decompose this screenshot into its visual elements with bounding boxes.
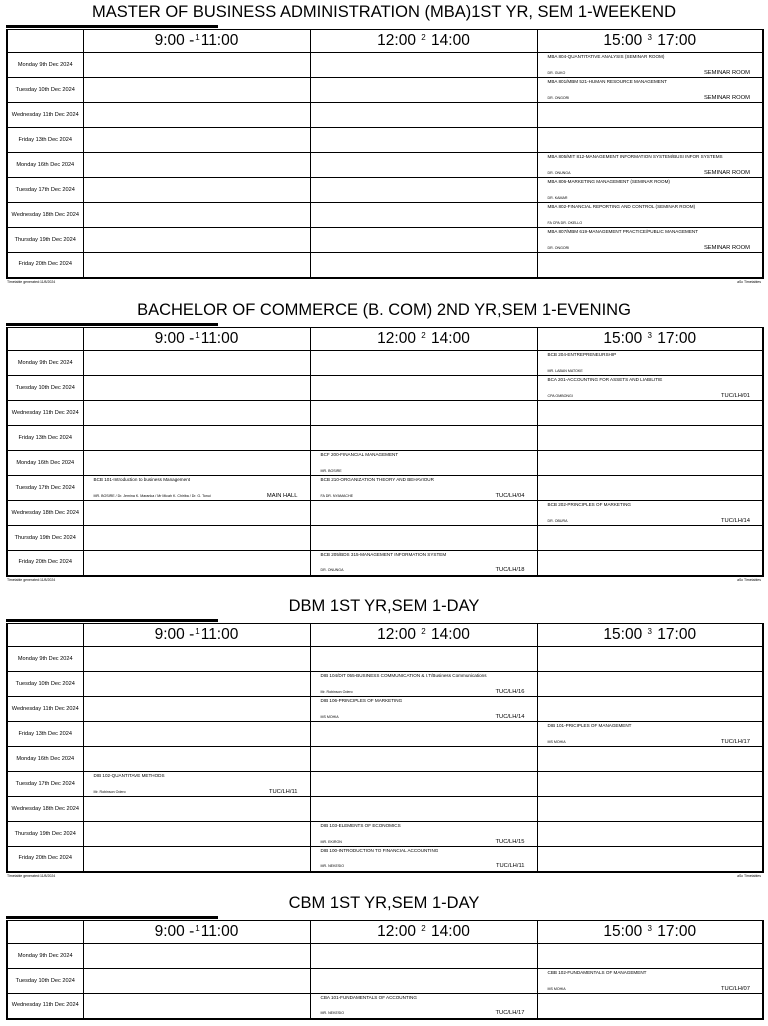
timetable-grid [6, 623, 764, 873]
time-start: 9:00 - [154, 32, 195, 49]
room-label: TUC/LH/07 [721, 985, 750, 992]
day-label: Wednesday 18th Dec 2024 [7, 203, 83, 228]
day-label: Tuesday 17th Dec 2024 [7, 178, 83, 203]
time-slot-marker: 2 [421, 33, 426, 42]
time-end: 11:00 [200, 32, 239, 49]
class-session-cell [310, 994, 537, 1019]
empty-slot-cell [83, 253, 310, 278]
time-end: 17:00 [657, 923, 697, 940]
day-label: Friday 20th Dec 2024 [7, 551, 83, 576]
day-row [7, 526, 763, 551]
lecturer-name: Mr. Robinson Odero [320, 689, 353, 694]
software-credit: aSc Timetables [737, 578, 761, 582]
empty-slot-cell [310, 376, 537, 401]
empty-slot-cell [83, 722, 310, 747]
class-session-cell [310, 822, 537, 847]
day-label: Tuesday 10th Dec 2024 [7, 376, 83, 401]
day-label: Tuesday 17th Dec 2024 [7, 476, 83, 501]
day-label: Tuesday 10th Dec 2024 [7, 672, 83, 697]
day-label: Monday 9th Dec 2024 [7, 647, 83, 672]
course-title: DIB 100-INTRODUCTION TO FINANCIAL ACCOUNTING [320, 848, 439, 853]
generated-date: Timetable generated:11/8/2024 [7, 874, 56, 878]
course-title: BCB 210-ORGANIZATION THEORY AND BEHAVIOUR [320, 477, 434, 482]
day-row [7, 501, 763, 526]
time-slot-header-3 [537, 921, 763, 944]
time-slot-header-2 [310, 624, 537, 647]
course-title: BCA 201-ACCOUNTING FOR ASSETS AND LIABILITIE [547, 377, 663, 382]
day-row [7, 103, 763, 128]
class-session-cell [537, 969, 763, 994]
day-row [7, 797, 763, 822]
day-row [7, 253, 763, 278]
time-slot-marker: 3 [647, 924, 652, 933]
day-label: Thursday 19th Dec 2024 [7, 526, 83, 551]
class-session-cell [310, 451, 537, 476]
day-label: Tuesday 17th Dec 2024 [7, 772, 83, 797]
course-title: MBA 801/MBM 521-HUMAN RESOURCE MANAGEMENT [547, 79, 667, 84]
lecturer-name: MR. BOSIRE / Dr. Jemina K. Maranka / Mr Micah K. Chiriba / Dr. G. Tonui [93, 493, 211, 498]
lecturer-name: MR. BOSIRE [320, 468, 342, 473]
course-title: DIB 102-QUANTITAVE METHODS [93, 773, 165, 778]
day-label: Friday 13th Dec 2024 [7, 426, 83, 451]
empty-slot-cell [83, 78, 310, 103]
lecturer-name: CPA OMBONGI [547, 393, 573, 398]
time-slot-header-3 [537, 328, 763, 351]
empty-slot-cell [537, 747, 763, 772]
day-row [7, 153, 763, 178]
empty-slot-cell [310, 944, 537, 969]
time-slot-header-2 [310, 328, 537, 351]
lecturer-name: DR. ONUNGA [547, 170, 571, 175]
course-title: MBA 804-QUANTITATIVE ANALYSIS (SEMINAR ROOM) [547, 54, 665, 59]
class-session-cell [537, 376, 763, 401]
day-label: Wednesday 11th Dec 2024 [7, 401, 83, 426]
empty-slot-cell [310, 53, 537, 78]
day-label: Friday 13th Dec 2024 [7, 128, 83, 153]
empty-slot-cell [537, 797, 763, 822]
timetable-grid [6, 920, 764, 1020]
empty-slot-cell [310, 351, 537, 376]
course-title: DIB 106-PRINCIPLES OF MARKETING [320, 698, 403, 703]
empty-slot-cell [310, 178, 537, 203]
empty-slot-cell [537, 822, 763, 847]
day-row [7, 722, 763, 747]
class-session-cell [537, 228, 763, 253]
timetable-grid [6, 327, 764, 577]
timetable-section [6, 596, 762, 879]
empty-slot-cell [310, 426, 537, 451]
empty-slot-cell [83, 697, 310, 722]
empty-slot-cell [83, 203, 310, 228]
time-start: 9:00 - [154, 626, 195, 643]
time-start: 15:00 [603, 32, 643, 49]
empty-slot-cell [537, 476, 763, 501]
class-session-cell [83, 476, 310, 501]
time-slot-marker: 2 [421, 331, 426, 340]
class-session-cell [310, 672, 537, 697]
room-label: TUC/LH/15 [495, 838, 525, 845]
day-label: Wednesday 11th Dec 2024 [7, 994, 83, 1019]
day-row [7, 944, 763, 969]
time-end: 17:00 [657, 626, 697, 643]
class-session-cell [310, 847, 537, 872]
room-label: SEMINAR ROOM [703, 69, 750, 76]
section-underline [6, 916, 218, 919]
class-session-cell [310, 476, 537, 501]
empty-slot-cell [83, 672, 310, 697]
empty-slot-cell [537, 128, 763, 153]
course-title: MBA 807/MBM 619-MANAGEMENT PRACTICE/PUBLIC MANAGEMENT [547, 229, 699, 234]
timetable-section [6, 893, 762, 1026]
time-slot-marker: 1 [195, 33, 200, 42]
day-row [7, 53, 763, 78]
corner-cell [7, 30, 83, 53]
empty-slot-cell [310, 647, 537, 672]
room-label: TUC/LH/14 [721, 517, 750, 524]
day-label: Friday 20th Dec 2024 [7, 847, 83, 872]
time-start: 12:00 [377, 330, 416, 347]
time-start: 15:00 [603, 626, 643, 643]
day-row [7, 551, 763, 576]
room-label: SEMINAR ROOM [703, 94, 750, 101]
timetable-footer [6, 280, 762, 286]
day-row [7, 228, 763, 253]
course-title: MBA 806-MARKETING MANAGEMENT (SEMINAR ROOM) [547, 179, 670, 184]
class-session-cell [537, 53, 763, 78]
day-label: Wednesday 18th Dec 2024 [7, 501, 83, 526]
timetable-section [6, 300, 762, 583]
empty-slot-cell [310, 772, 537, 797]
section-title: MASTER OF BUSINESS ADMINISTRATION (MBA)1ST YR, SEM 1-WEEKEND [91, 3, 676, 21]
time-slot-marker: 3 [647, 627, 652, 636]
time-end: 11:00 [200, 626, 239, 643]
course-title: DIB 104/DIT 055-BUSINESS COMMUNICATION & I.T/Business Communications [320, 673, 487, 678]
time-end: 14:00 [431, 923, 470, 940]
empty-slot-cell [537, 401, 763, 426]
empty-slot-cell [83, 128, 310, 153]
day-label: Thursday 19th Dec 2024 [7, 822, 83, 847]
day-row [7, 672, 763, 697]
day-row [7, 969, 763, 994]
time-slot-marker: 1 [195, 627, 200, 636]
empty-slot-cell [83, 103, 310, 128]
software-credit: aSc Timetables [737, 280, 761, 284]
empty-slot-cell [537, 647, 763, 672]
software-credit: aSc Timetables [737, 874, 761, 878]
empty-slot-cell [537, 103, 763, 128]
class-session-cell [537, 78, 763, 103]
empty-slot-cell [83, 944, 310, 969]
empty-slot-cell [310, 526, 537, 551]
empty-slot-cell [83, 994, 310, 1019]
day-row [7, 78, 763, 103]
lecturer-name: DR. KAMAR [547, 195, 568, 200]
time-end: 14:00 [431, 626, 470, 643]
time-slot-header-3 [537, 624, 763, 647]
empty-slot-cell [310, 203, 537, 228]
room-label: SEMINAR ROOM [703, 169, 750, 176]
empty-slot-cell [310, 228, 537, 253]
lecturer-name: MS MOHIA [320, 714, 339, 719]
empty-slot-cell [310, 153, 537, 178]
empty-slot-cell [537, 772, 763, 797]
empty-slot-cell [83, 501, 310, 526]
day-label: Monday 16th Dec 2024 [7, 747, 83, 772]
course-title: CBA 101-FUNDAMENTALS OF ACCOUNTING [320, 995, 417, 1000]
time-slot-header-3 [537, 30, 763, 53]
empty-slot-cell [537, 672, 763, 697]
time-slot-marker: 2 [421, 924, 426, 933]
class-session-cell [537, 203, 763, 228]
empty-slot-cell [310, 128, 537, 153]
lecturer-name: DR. ONGORI [547, 95, 570, 100]
section-title: BACHELOR OF COMMERCE (B. COM) 2ND YR,SEM 1-EVENING [137, 301, 631, 319]
empty-slot-cell [83, 376, 310, 401]
section-title: CBM 1ST YR,SEM 1-DAY [288, 894, 480, 912]
time-slot-header-1 [83, 624, 310, 647]
day-row [7, 351, 763, 376]
class-session-cell [537, 722, 763, 747]
day-label: Tuesday 10th Dec 2024 [7, 969, 83, 994]
day-row [7, 994, 763, 1019]
room-label: SEMINAR ROOM [703, 244, 750, 251]
time-start: 9:00 - [154, 330, 195, 347]
class-session-cell [537, 153, 763, 178]
course-title: BCF 200-FINANCIAL MANAGEMENT [320, 452, 399, 457]
empty-slot-cell [310, 401, 537, 426]
time-end: 11:00 [200, 330, 239, 347]
day-row [7, 128, 763, 153]
time-slot-header-2 [310, 921, 537, 944]
generated-date: Timetable generated:11/8/2024 [7, 578, 56, 582]
lecturer-name: DR. ONGORI [547, 245, 570, 250]
time-end: 17:00 [657, 330, 697, 347]
lecturer-name: DR. OBURA [547, 518, 568, 523]
time-start: 15:00 [603, 330, 643, 347]
corner-cell [7, 328, 83, 351]
empty-slot-cell [537, 994, 763, 1019]
time-slot-header-1 [83, 30, 310, 53]
class-session-cell [537, 501, 763, 526]
day-row [7, 451, 763, 476]
corner-cell [7, 921, 83, 944]
course-title: DIB 101-PRICIPLES OF MANAGEMENT [547, 723, 632, 728]
section-underline [6, 619, 218, 622]
lecturer-name: DR. ONUNGA [320, 568, 344, 572]
empty-slot-cell [83, 797, 310, 822]
room-label: TUC/LH/11 [495, 863, 525, 869]
room-label: TUC/LH/11 [268, 788, 298, 795]
time-end: 11:00 [200, 923, 239, 940]
time-slot-header-2 [310, 30, 537, 53]
empty-slot-cell [83, 426, 310, 451]
lecturer-name: MR. LABAN MATOKE [547, 368, 583, 373]
empty-slot-cell [310, 253, 537, 278]
timetable-footer [6, 578, 762, 584]
empty-slot-cell [537, 697, 763, 722]
empty-slot-cell [537, 253, 763, 278]
time-slot-header-1 [83, 328, 310, 351]
day-row [7, 178, 763, 203]
day-row [7, 376, 763, 401]
time-start: 12:00 [377, 626, 416, 643]
day-label: Wednesday 11th Dec 2024 [7, 697, 83, 722]
lecturer-name: DR. GUKO [547, 70, 566, 75]
room-label: TUC/LH/18 [495, 567, 525, 573]
course-title: CBB 102-FUNDAMENTALS OF MANAGEMENT [547, 970, 647, 975]
lecturer-name: MR. NEKESIO [320, 1011, 345, 1015]
room-label: TUC/LH/04 [495, 492, 525, 499]
course-title: DIB 103-ELEMENTS OF ECONOMICS [320, 823, 401, 828]
course-title: BCB 205/BDS 315-MANAGEMENT INFORMATION SYSTEM [320, 552, 447, 557]
empty-slot-cell [83, 526, 310, 551]
empty-slot-cell [83, 228, 310, 253]
day-row [7, 476, 763, 501]
time-header-row [7, 30, 763, 53]
empty-slot-cell [83, 53, 310, 78]
time-start: 12:00 [377, 923, 416, 940]
lecturer-name: FA DR. NYAMACHE [320, 493, 353, 498]
time-slot-marker: 2 [421, 627, 426, 636]
section-title: DBM 1ST YR,SEM 1-DAY [288, 597, 480, 615]
day-label: Monday 16th Dec 2024 [7, 451, 83, 476]
empty-slot-cell [310, 78, 537, 103]
class-session-cell [310, 697, 537, 722]
time-start: 15:00 [603, 923, 643, 940]
lecturer-name: MS MOHIA [547, 739, 566, 744]
class-session-cell [310, 551, 537, 576]
day-row [7, 401, 763, 426]
section-underline [6, 323, 218, 326]
day-row [7, 203, 763, 228]
empty-slot-cell [310, 722, 537, 747]
empty-slot-cell [537, 944, 763, 969]
empty-slot-cell [537, 526, 763, 551]
empty-slot-cell [537, 847, 763, 872]
time-header-row [7, 921, 763, 944]
day-label: Tuesday 10th Dec 2024 [7, 78, 83, 103]
room-label: TUC/LH/14 [495, 713, 525, 720]
empty-slot-cell [83, 847, 310, 872]
day-label: Monday 16th Dec 2024 [7, 153, 83, 178]
time-start: 12:00 [377, 32, 416, 49]
empty-slot-cell [537, 451, 763, 476]
day-label: Friday 13th Dec 2024 [7, 722, 83, 747]
time-end: 17:00 [657, 32, 697, 49]
room-label: TUC/LH/17 [721, 738, 750, 745]
empty-slot-cell [310, 103, 537, 128]
time-end: 14:00 [431, 32, 470, 49]
empty-slot-cell [83, 351, 310, 376]
generated-date: Timetable generated:11/8/2024 [7, 280, 56, 284]
empty-slot-cell [310, 969, 537, 994]
room-label: TUC/LH/01 [721, 392, 750, 399]
day-row [7, 847, 763, 872]
time-slot-marker: 1 [195, 331, 200, 340]
timetable-section [6, 2, 762, 285]
empty-slot-cell [83, 401, 310, 426]
day-row [7, 822, 763, 847]
time-slot-marker: 3 [647, 33, 652, 42]
day-row [7, 647, 763, 672]
day-label: Wednesday 11th Dec 2024 [7, 103, 83, 128]
lecturer-name: MS MOHIA [547, 986, 566, 991]
class-session-cell [537, 178, 763, 203]
empty-slot-cell [310, 797, 537, 822]
day-label: Thursday 19th Dec 2024 [7, 228, 83, 253]
course-title: BCB 204-ENTREPRENEURSHIP [547, 352, 617, 357]
time-header-row [7, 624, 763, 647]
empty-slot-cell [83, 969, 310, 994]
day-row [7, 747, 763, 772]
course-title: BCB 202-PRINCIPLES OF MARKETING [547, 502, 631, 507]
time-end: 14:00 [431, 330, 470, 347]
empty-slot-cell [310, 501, 537, 526]
day-label: Monday 9th Dec 2024 [7, 53, 83, 78]
time-slot-marker: 1 [195, 924, 200, 933]
day-label: Monday 9th Dec 2024 [7, 944, 83, 969]
day-row [7, 697, 763, 722]
course-title: MBA 802-FINANCIAL REPORTING AND CONTROL (SEMINAR ROOM) [547, 204, 696, 209]
class-session-cell [537, 351, 763, 376]
class-session-cell [83, 772, 310, 797]
room-label: TUC/LH/16 [495, 688, 525, 695]
room-label: MAIN HALL [266, 492, 298, 499]
day-label: Friday 20th Dec 2024 [7, 253, 83, 278]
empty-slot-cell [310, 747, 537, 772]
empty-slot-cell [83, 178, 310, 203]
empty-slot-cell [83, 647, 310, 672]
empty-slot-cell [537, 426, 763, 451]
section-underline [6, 25, 218, 28]
course-title: BCB 101-Introduction to business Management [93, 477, 191, 482]
timetable-footer [6, 874, 762, 880]
empty-slot-cell [83, 451, 310, 476]
time-slot-marker: 3 [647, 331, 652, 340]
lecturer-name: MR. NEKESIO [320, 864, 345, 868]
empty-slot-cell [83, 747, 310, 772]
course-title: MBA 805/MIT 812-MANAGEMENT INFORMATION SYSTEM/BUSI INFOR SYSTEMS [547, 154, 723, 159]
time-start: 9:00 - [154, 923, 195, 940]
empty-slot-cell [83, 822, 310, 847]
day-row [7, 772, 763, 797]
empty-slot-cell [537, 551, 763, 576]
empty-slot-cell [83, 153, 310, 178]
day-row [7, 426, 763, 451]
time-header-row [7, 328, 763, 351]
time-slot-header-1 [83, 921, 310, 944]
corner-cell [7, 624, 83, 647]
lecturer-name: MR. EKIRON [320, 839, 342, 844]
timetable-grid [6, 29, 764, 279]
day-label: Wednesday 18th Dec 2024 [7, 797, 83, 822]
day-label: Monday 9th Dec 2024 [7, 351, 83, 376]
lecturer-name: FA CPA DR. OKELLO [547, 220, 583, 225]
empty-slot-cell [83, 551, 310, 576]
room-label: TUC/LH/17 [495, 1010, 525, 1016]
lecturer-name: Mr. Robinson Odero [93, 789, 126, 794]
